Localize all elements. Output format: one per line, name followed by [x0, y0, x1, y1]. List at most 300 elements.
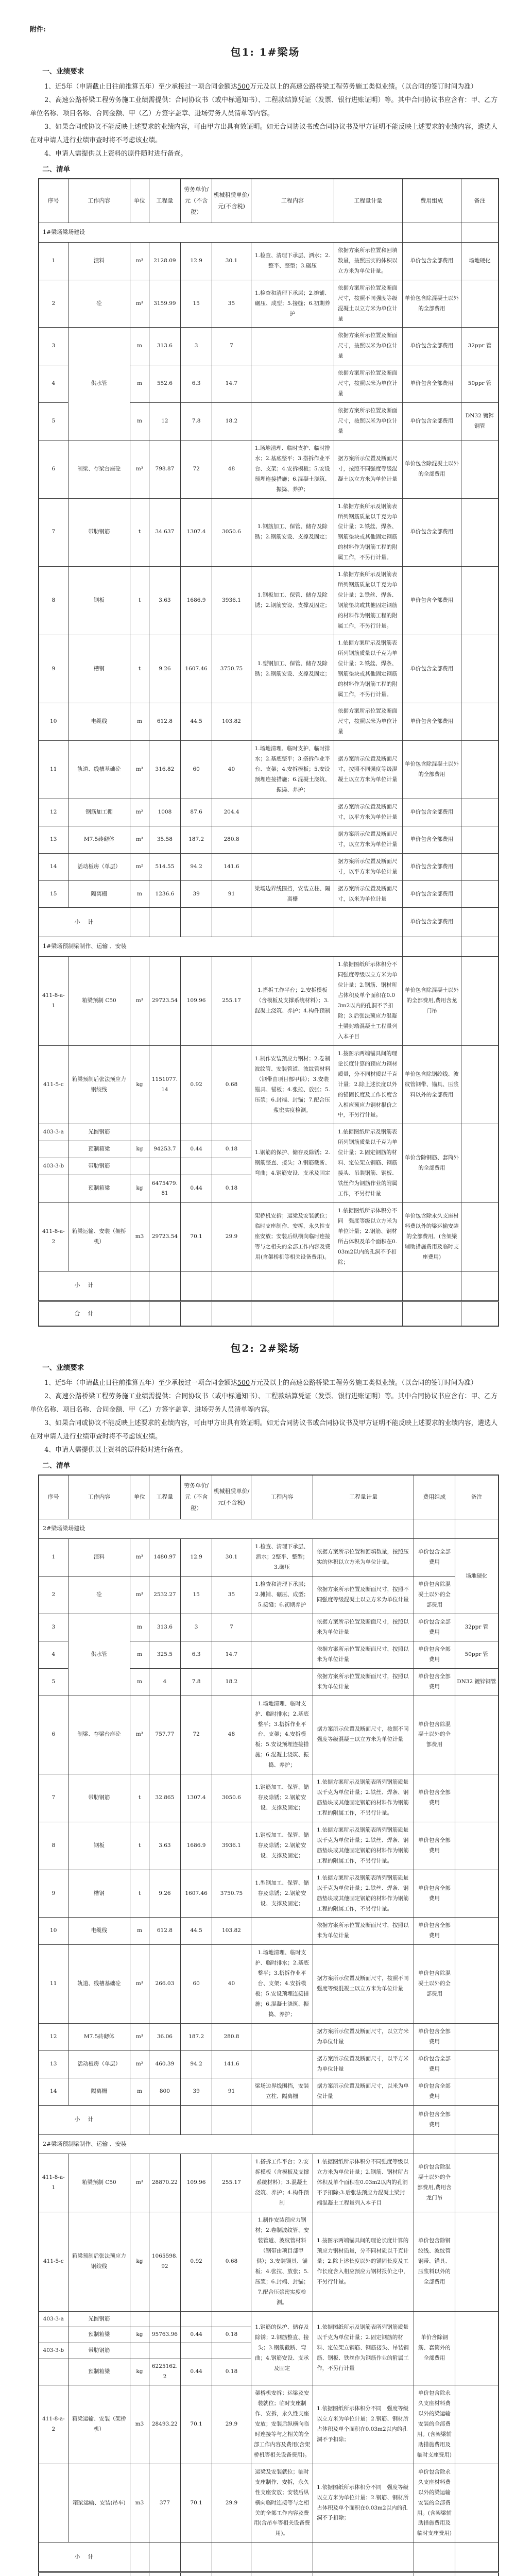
bid-table — [38, 1475, 499, 2576]
table-cell — [455, 1870, 499, 1918]
table-cell: 255.17 — [212, 2154, 251, 2212]
table-cell: 0.44 — [181, 1175, 212, 1202]
table-cell — [212, 1158, 251, 1175]
table-cell: 场地硬化 — [461, 242, 499, 280]
table-cell: 带肋钢筋 — [68, 1158, 130, 1175]
table-cell: 28493.22 — [149, 2385, 180, 2464]
table-row — [39, 440, 499, 498]
total-row — [39, 2572, 499, 2576]
table-cell: 514.55 — [149, 853, 180, 880]
empty-cell — [251, 2572, 313, 2576]
empty-cell — [130, 2543, 149, 2572]
table-cell — [455, 2154, 499, 2212]
table-cell: 403-3-b — [39, 2343, 68, 2359]
table-cell: 3159.99 — [149, 280, 180, 328]
table-cell: 单价包含全部费用 — [414, 2078, 455, 2105]
table-cell — [251, 1918, 313, 1945]
table-cell: 依据方案所示位置及断面尺寸，按照以米为单位计量 — [334, 328, 403, 365]
table-cell: 94.2 — [181, 2050, 212, 2078]
table-cell — [461, 880, 499, 908]
table-cell: 40 — [212, 1945, 251, 2024]
table-cell: 411-8-a-1 — [39, 2154, 68, 2212]
table-cell: 活动板房（单层） — [68, 2050, 130, 2078]
table-cell: m3 — [130, 1202, 149, 1271]
table-cell: 1607.46 — [181, 635, 212, 703]
table-cell — [461, 1045, 499, 1124]
package — [30, 44, 501, 1327]
empty-cell — [313, 2105, 414, 2134]
table-cell: 1.钢板加工、保管、储存及除锈；2.钢筋安设、支撑及固定； — [251, 567, 334, 635]
empty-cell — [334, 1271, 403, 1301]
table-cell: 70.1 — [181, 2385, 212, 2464]
bid-table — [38, 178, 499, 1327]
header-row — [39, 179, 499, 223]
table-cell: 依据方案所示位置及断面尺寸，按照以米为单位计量 — [334, 403, 403, 440]
table-cell: 0.92 — [181, 1045, 212, 1124]
empty-cell — [181, 1271, 212, 1301]
table-cell — [251, 365, 334, 403]
table-cell: 94253.7 — [149, 1141, 180, 1158]
empty-cell — [455, 2543, 499, 2572]
table-row — [39, 1045, 499, 1124]
requirements-heading: 一、业绩要求 — [42, 1364, 84, 1372]
table-row — [39, 853, 499, 880]
table-row — [39, 328, 499, 365]
table-cell: 据方案所示位置及断面尺寸，以米为单位计量 — [313, 2078, 414, 2105]
table-cell: 1.搭拆工作平台；2.安拆模板（含模板及支撑系统材料）；3.混凝土浇筑、养护；4.构件预制 — [251, 957, 334, 1046]
table-cell: 单价包含全部费用 — [402, 635, 461, 703]
column-header: 工程量 — [149, 1475, 180, 1519]
table-cell — [461, 853, 499, 880]
table-cell: 7.8 — [181, 403, 212, 440]
table-cell — [39, 2359, 68, 2385]
table-cell — [461, 741, 499, 799]
table-cell: 3 — [39, 1614, 68, 1641]
table-cell: 7 — [212, 328, 251, 365]
table-cell: m³ — [130, 1539, 149, 1577]
table-cell — [461, 498, 499, 567]
table-cell: 30.1 — [212, 242, 251, 280]
table-cell: 9.26 — [149, 635, 180, 703]
table-cell: m³ — [130, 280, 149, 328]
table-cell: 12 — [149, 403, 180, 440]
table-cell: 3 — [39, 328, 68, 365]
table-cell: 266.03 — [149, 1945, 180, 2024]
table-cell: 槽钢 — [68, 635, 130, 703]
table-cell: 3.63 — [149, 1822, 180, 1870]
table-cell: 据方案所示位置及断面尺寸，以立方米为单位计量 — [334, 826, 403, 853]
table-cell: 轨道、线槽基础砼 — [68, 1945, 130, 2024]
table-cell: 1.场地清理、临时支护、临时排水；2.基底整平；3.搭拆作业平台、支架；4.安拆模板；5.安设预埋连接措施；6.混凝土浇筑、振捣、养护； — [251, 741, 334, 799]
table-cell: 757.77 — [149, 1696, 180, 1774]
table-cell: 砼 — [68, 1577, 130, 1614]
table-cell: 单价包含除永久支座材料费以外的梁运输安装的全部费用。(含架梁辅助措施费用及临时支座费用) — [414, 2464, 455, 2543]
table-cell: 70.1 — [181, 2464, 212, 2543]
table-row — [39, 1918, 499, 1945]
table-cell: 0.44 — [181, 1141, 212, 1158]
table-row — [39, 1577, 499, 1614]
table-row — [39, 1945, 499, 2024]
empty-cell — [313, 2543, 414, 2572]
table-cell — [130, 1124, 149, 1141]
table-cell: 403-3-a — [39, 2311, 68, 2327]
table-cell: m³ — [130, 242, 149, 280]
table-cell: 15 — [181, 280, 212, 328]
table-cell: M7.5砖砌体 — [68, 2023, 130, 2050]
table-cell: 48 — [212, 1696, 251, 1774]
table-cell: 制梁、存梁台座砼 — [68, 1696, 130, 1774]
table-cell: 单价包含全部费用 — [402, 567, 461, 635]
table-cell: 72 — [181, 440, 212, 498]
table-cell: 4 — [39, 365, 68, 403]
empty-cell — [414, 2572, 455, 2576]
underlined-amount: 500 — [237, 1379, 250, 1387]
table-cell: 1.依据图纸所示体积分不同强度等级以立方米为单位计量；2.钢筋、钢材所占体积及单个面积在0.03m2以内的孔洞不予扣除；3.后张法预应力混凝土梁封端混凝土工程量列入本子目 — [334, 957, 403, 1046]
table-cell: 带肋钢筋 — [68, 498, 130, 567]
table-cell: t — [130, 1774, 149, 1822]
table-cell: 单价包含全部费用 — [414, 2050, 455, 2078]
table-cell: 1.场地清理、临时支护、临时排水；2.基底整平；3.搭拆作业平台、支架；4.安拆模板；5.安设预埋连接措施；6.混凝土浇筑、振捣、养护； — [251, 440, 334, 498]
table-cell: 单价包含全部费用 — [414, 1822, 455, 1870]
table-cell: 39 — [181, 880, 212, 908]
table-cell: 316.82 — [149, 741, 180, 799]
list-heading: 二、清单 — [42, 1462, 71, 1470]
table-cell: 2532.27 — [149, 1577, 180, 1614]
subtotal-row — [39, 2543, 499, 2572]
table-cell: 1.制作安装预应力钢材；2.卷制波纹管、安装管道、波纹管材料（钢带由项目部甲供）；3.安装锚具、锚板；4.张拉、放张；5.压浆；6.封端、封锚；7.配合压浆密实度检测。 — [251, 2212, 313, 2311]
table-cell — [461, 703, 499, 741]
table-cell: 0.18 — [212, 2359, 251, 2385]
table-cell: 91 — [212, 2078, 251, 2105]
subtotal-label: 小 计 — [39, 908, 130, 937]
empty-cell — [461, 937, 499, 957]
table-cell: 411-8-a-1 — [39, 957, 68, 1046]
table-cell: 据方案所示位置及断面尺寸，以平方米为单位计量 — [334, 853, 403, 880]
empty-cell — [130, 2105, 149, 2134]
table-cell: 72 — [181, 1696, 212, 1774]
table-cell: 依据方案所示位置和回填数量，按照压实的体积以立方米为单位计量。 — [313, 1539, 414, 1577]
table-cell: 单价包含全部费用 — [402, 403, 461, 440]
table-cell: t — [130, 498, 149, 567]
table-cell: 依据方案所示位置及断面尺寸，按照以米为单位计量 — [313, 1614, 414, 1641]
table-cell: 141.6 — [212, 2050, 251, 2078]
empty-cell — [455, 2105, 499, 2134]
table-cell: 1686.9 — [181, 567, 212, 635]
table-cell: 1236.6 — [149, 880, 180, 908]
table-cell: 403-3-b — [39, 1158, 68, 1175]
table-cell: 据方案所示位置及断面尺寸，按照不同强度等级混凝土以立方米为单位计量 — [313, 1945, 414, 2024]
table-cell: 3 — [181, 328, 212, 365]
table-cell: kg — [130, 1045, 149, 1124]
table-cell: DN32 镀锌钢管 — [455, 1668, 499, 1696]
table-cell: 1.依据图纸所示及钢筋表所列钢筋质量以千克为单位计量；2.固定钢筋的材料、定位架立钢筋、钢筋接头、吊装钢筋、钢板、铁丝作为钢筋作业的附属工作，不另行计量 — [313, 2311, 414, 2385]
table-cell — [39, 2327, 68, 2343]
table-cell: 3750.75 — [212, 635, 251, 703]
table-row — [39, 1870, 499, 1918]
requirement-item: 1、近5年（申请截止日往前推算五年）至少承接过一项合同金额达500万元及以上的高速公路桥梁工程劳务施工类似业绩。（以合同的签订时间为准） — [44, 83, 477, 91]
table-cell: 1.检查、清理下承层、洒水；2.整平、整型；3.碾压 — [251, 242, 334, 280]
table-cell: 1.检查和清理下承层；2.摊铺、碾压、成型；5.接缝；6.初期养护 — [251, 280, 334, 328]
table-cell: 1008 — [149, 799, 180, 826]
empty-cell — [414, 1519, 455, 1539]
table-cell: 钢板 — [68, 567, 130, 635]
table-cell: 10 — [39, 1918, 68, 1945]
empty-cell — [251, 908, 334, 937]
packages-container — [30, 44, 501, 2576]
table-cell: 据方案所示位置及断面尺寸，以立方米为单位计量 — [313, 2023, 414, 2050]
empty-cell — [130, 908, 149, 937]
table-row — [39, 2078, 499, 2105]
table-cell: 14.7 — [212, 1641, 251, 1668]
table-cell: 1.依据图纸所示及钢筋表所列钢筋质量以千克为单位计量；2.固定钢筋的材料、定位架立钢筋、钢筋接头、吊装钢筋、钢板、铁丝作为钢筋作业的附属工作，不另行计量 — [334, 1124, 403, 1203]
table-cell — [461, 1124, 499, 1203]
table-cell: 32ppr 管 — [455, 1614, 499, 1641]
table-cell: 0.44 — [181, 2327, 212, 2343]
table-cell: 据方案所示位置及断面尺寸，按照不同强度等级混凝土以立方米为单位计量 — [334, 741, 403, 799]
table-cell: M7.5砖砌体 — [68, 826, 130, 853]
table-cell: 依据方案所示位置及断面尺寸，按照以米为单位计量 — [334, 703, 403, 741]
empty-cell — [461, 1271, 499, 1301]
column-header: 备注 — [455, 1475, 499, 1519]
table-cell: m² — [130, 853, 149, 880]
table-row — [39, 1539, 499, 1577]
table-cell: 依据方案所示位置及断面尺寸，按照不同强度等级混凝土以立方米为单位计量 — [334, 280, 403, 328]
table-cell — [455, 1696, 499, 1774]
table-cell: 11 — [39, 741, 68, 799]
table-cell: 梁场边界线围挡，安装立柱、隔离栅 — [251, 880, 334, 908]
table-row — [39, 1202, 499, 1271]
requirement-item: 1、近5年（申请截止日往前推算五年）至少承接过一项合同金额达500万元及以上的高速公路桥梁工程劳务施工类似业绩。（以合同的签订时间为准） — [44, 1379, 477, 1387]
table-cell: 103.82 — [212, 1918, 251, 1945]
column-header: 劳务单价/元（不含税） — [181, 179, 212, 223]
table-cell — [39, 1175, 68, 1202]
table-row — [39, 635, 499, 703]
table-cell: m — [130, 1641, 149, 1668]
empty-cell — [212, 2543, 251, 2572]
table-cell — [251, 703, 334, 741]
table-row — [39, 2050, 499, 2078]
empty-cell — [251, 2105, 313, 2134]
table-cell: 13 — [39, 826, 68, 853]
table-cell: 依据方案所示位置及断面尺寸，按照以米为单位计量 — [334, 365, 403, 403]
table-cell: 箱梁预制后张法预应力钢绞线 — [68, 2212, 130, 2311]
column-header: 费用组成 — [402, 179, 461, 223]
table-cell — [455, 2078, 499, 2105]
table-cell: t — [130, 635, 149, 703]
attachment-label: 附件: — [30, 26, 46, 33]
table-cell: 预制箱梁 — [68, 2359, 130, 2385]
table-cell: m — [130, 328, 149, 365]
table-cell: 箱梁预制 C50 — [68, 2154, 130, 2212]
table-cell: 据方案所示位置及断面尺寸，以平方米为单位计量 — [334, 799, 403, 826]
table-cell: 0.68 — [212, 1045, 251, 1124]
table-cell: m³ — [130, 2154, 149, 2212]
table-cell — [149, 2343, 180, 2359]
table-cell: 411-8-a-2 — [39, 1202, 68, 1271]
table-cell: 2 — [39, 1577, 68, 1614]
table-cell: 据方案所示位置及断面尺寸，以米为单位计量 — [334, 880, 403, 908]
table-cell: 钢板 — [68, 1822, 130, 1870]
table-row — [39, 1822, 499, 1870]
table-cell: 4 — [39, 1641, 68, 1668]
table-cell: 1.钢筋加工、保管、储存及除锈；2.钢筋安设、支撑及固定； — [251, 1774, 313, 1822]
table-cell: 50ppr 管 — [461, 365, 499, 403]
table-cell: 1.按图示两端锚具间的理论长度计算的预应力钢材质量，分不同材质以千克计量；2.除上述长度以外的锚固长度及工作长度含入相应预应力钢材报价之中，不另行计量。 — [334, 1045, 403, 1124]
table-cell — [251, 328, 334, 365]
table-cell: 依据方案所示位置及断面尺寸，按照以米为单位计量 — [313, 1668, 414, 1696]
table-cell: 2128.09 — [149, 242, 180, 280]
table-cell: 187.2 — [181, 2023, 212, 2050]
table-cell: 依据方案所示位置及断面尺寸，按照以米为单位计量 — [313, 1918, 414, 1945]
table-cell: m — [130, 1668, 149, 1696]
table-cell: 280.8 — [212, 2023, 251, 2050]
subtotal-row — [39, 1271, 499, 1301]
table-cell: 单价包含全部费用 — [414, 1641, 455, 1668]
empty-cell — [402, 1301, 461, 1326]
subtotal-label: 小 计 — [39, 2105, 130, 2134]
table-cell: 渣料 — [68, 242, 130, 280]
table-cell: 12.9 — [181, 1539, 212, 1577]
table-cell: 0.68 — [212, 2212, 251, 2311]
table-cell: 单价包含除永久支座材料费以外的梁运输安装的全部费用。(含架梁辅助措施费用及临时支座费用) — [402, 1202, 461, 1271]
table-cell — [455, 2385, 499, 2464]
table-cell: 2 — [39, 280, 68, 328]
table-cell: 单价包含全部费用 — [414, 1614, 455, 1641]
table-cell: 800 — [149, 2078, 180, 2105]
table-cell: m³ — [130, 1945, 149, 2024]
table-cell: 29723.54 — [149, 957, 180, 1046]
table-cell: 109.96 — [181, 957, 212, 1046]
empty-cell — [149, 2105, 180, 2134]
table-cell: 1.钢筋的保护、储存及除锈；2.钢筋整直、接头；3.钢筋截断、弯曲；4.钢筋安设、支承及固定 — [251, 2311, 313, 2385]
table-row — [39, 567, 499, 635]
empty-cell — [455, 2572, 499, 2576]
header-row — [39, 1475, 499, 1519]
table-cell: 313.6 — [149, 328, 180, 365]
table-cell: 94.2 — [181, 853, 212, 880]
table-cell: 架桥机安拆；运梁及安装就位；临时支座制作、安拆，永久性支座安放；安装后纵横向临时连接等与之相关的全部工作内容及费用(含架桥机等相关设备费用)。 — [251, 1202, 334, 1271]
table-cell: m² — [130, 799, 149, 826]
table-cell — [251, 853, 334, 880]
table-cell — [455, 2464, 499, 2543]
table-cell: 单价包含全部费用 — [402, 365, 461, 403]
table-cell: 1151077.14 — [149, 1045, 180, 1124]
table-cell — [251, 1668, 313, 1696]
empty-cell — [212, 2105, 251, 2134]
table-cell — [461, 440, 499, 498]
table-cell: 36.06 — [149, 2023, 180, 2050]
table-row — [39, 1774, 499, 1822]
table-cell: 箱梁运输、安装（架桥机） — [68, 2385, 130, 2464]
empty-cell — [181, 2572, 212, 2576]
package-title: 包2: 2#梁场 — [230, 1342, 300, 1355]
table-cell: 单价包含除混凝土以外的全部费用,费用含龙门吊 — [414, 2154, 455, 2212]
empty-cell — [149, 908, 180, 937]
table-cell — [130, 2311, 149, 2327]
table-row — [39, 498, 499, 567]
table-cell: 204.4 — [212, 799, 251, 826]
table-cell: 612.8 — [149, 1918, 180, 1945]
empty-cell — [212, 2572, 251, 2576]
requirements-heading: 一、业绩要求 — [42, 67, 84, 76]
table-cell: 0.44 — [181, 2359, 212, 2385]
total-label — [39, 2572, 130, 2576]
column-header: 单位 — [130, 1475, 149, 1519]
table-cell: 6.3 — [181, 1641, 212, 1668]
table-row — [39, 957, 499, 1046]
table-cell: 3050.6 — [212, 498, 251, 567]
table-cell: 单价包含除钢绞线、波纹管钢带、锚具、压浆料以外的全部费用 — [402, 1045, 461, 1124]
table-cell: 95763.96 — [149, 2327, 180, 2343]
table-cell: 3750.75 — [212, 1870, 251, 1918]
section-label: 2#梁场预制梁制作、运输 、安装 — [39, 2134, 414, 2154]
table-cell: 14 — [39, 2078, 68, 2105]
column-header: 机械租赁单价/元(不含税) — [212, 1475, 251, 1519]
empty-cell — [251, 2543, 313, 2572]
table-row — [39, 2154, 499, 2212]
empty-cell — [414, 2543, 455, 2572]
table-cell — [461, 826, 499, 853]
table-cell: 1.依据图纸所示体积分不同 强度等级以立方米为单位计量；2.钢筋、钢材所占体积及单个面积在0.03m2以内的孔洞不予扣除； — [334, 1202, 403, 1271]
requirement-item: 3、如果合同或协议不能反映上述要求的业绩内容，可由甲方出具有效证明。如无合同协议书或合同协议书及甲方证明不能反映上述要求的业绩内容，遴选人在对申请人进行业绩审查时将不考虑该业绩。 — [30, 123, 497, 144]
table-cell: 35 — [212, 280, 251, 328]
table-cell: 1.依据方案所示及钢筋表所列钢筋质量以千克为单位计量；2.铁丝、焊条、钢筋垫块或其他固定钢筋的材料作为钢筋工程的附属工作，不另行计量。 — [313, 1774, 414, 1822]
table-cell: 29.9 — [212, 2464, 251, 2543]
table-cell: 1.依据方案所示及钢筋表所列钢筋质量以千克为单位计量；2.铁丝、焊条、钢筋垫块或其他固定钢筋的材料作为钢筋工程的附属工作，不另行计量。 — [313, 1870, 414, 1918]
table-cell: 5 — [39, 403, 68, 440]
table-cell: t — [130, 1822, 149, 1870]
table-cell: 48 — [212, 440, 251, 498]
table-row — [39, 703, 499, 741]
table-cell: 7 — [212, 1614, 251, 1641]
table-cell: 5 — [39, 1668, 68, 1696]
table-cell — [149, 2311, 180, 2327]
table-cell: 29.9 — [212, 1202, 251, 1271]
table-cell: 7 — [39, 498, 68, 567]
requirement-item: 2、高速公路桥梁工程劳务施工业绩需提供：合同协议书（或中标通知书）、工程款结算凭证（发票、银行进账证明）等。其中合同协议书应含有：甲、乙方单位名称、项目名称、合同金额、甲（乙）方签字盖章、进场劳务人员清单等内容。 — [30, 96, 497, 117]
table-cell: m — [130, 403, 149, 440]
table-cell: 7 — [39, 1774, 68, 1822]
table-cell: 砼 — [68, 280, 130, 328]
column-header: 工程内容 — [251, 1475, 313, 1519]
column-header: 序号 — [39, 1475, 68, 1519]
table-cell: 313.6 — [149, 1614, 180, 1641]
subtotal-label: 小 计 — [39, 2543, 130, 2572]
table-cell: 87.6 — [181, 799, 212, 826]
table-cell: 1.型钢加工、保管、储存及除锈；2.钢筋安设、支撑及固定； — [251, 1870, 313, 1918]
empty-cell — [251, 1271, 334, 1301]
table-cell: 供水管 — [68, 328, 130, 440]
table-cell: 单价含除钢筋、套筒外的全部费用 — [414, 2311, 455, 2385]
table-cell: 1480.97 — [149, 1539, 180, 1577]
list-heading: 二、清单 — [42, 165, 71, 174]
table-cell: 1.制作安装预应力钢材；2.卷制波纹管、安装管道、波纹管材料（钢带由项目部甲供）；3.安装锚具、锚板；4.张拉、放张；5.压浆；6.封端、封锚；7.配合压浆密实度检测。 — [251, 1045, 334, 1124]
table-cell — [461, 635, 499, 703]
column-header: 序号 — [39, 179, 68, 223]
table-cell: 12 — [39, 2023, 68, 2050]
table-cell: 11 — [39, 1945, 68, 2024]
table-cell: 0.18 — [212, 2327, 251, 2343]
table-cell: 箱梁预制后张法预应力钢绞线 — [68, 1045, 130, 1124]
table-cell: 14.7 — [212, 365, 251, 403]
table-cell: m3 — [130, 2464, 149, 2543]
table-cell: 1 — [39, 242, 68, 280]
table-row — [39, 880, 499, 908]
table-cell — [212, 2343, 251, 2359]
table-cell: 1.场地清理、临时支护、临时排水；2.基底整平；3.搭拆作业平台、支架；4.安拆模板；5.安设预埋连接措施；6.混凝土浇筑、振捣、养护； — [251, 1696, 313, 1774]
section-label-row — [39, 223, 499, 243]
table-cell: 活动板房（单层） — [68, 853, 130, 880]
